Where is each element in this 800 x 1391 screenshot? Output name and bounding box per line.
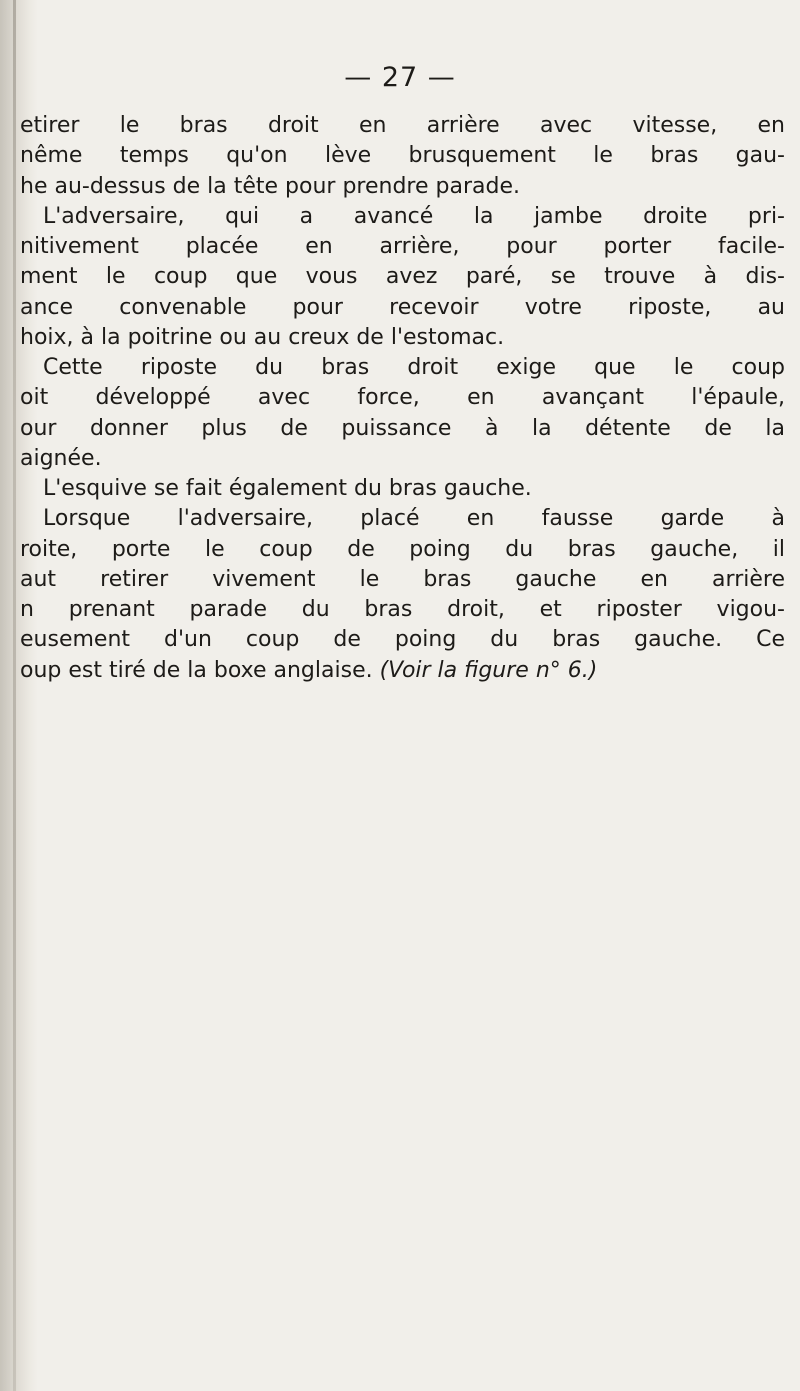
text-line: L'adversaire, qui a avancé la jambe droite pri-	[43, 203, 785, 229]
text-line: oit développé avec force, en avançant l'épaule,	[20, 385, 785, 411]
text-line: roite, porte le coup de poing du bras gauche, il	[20, 536, 785, 562]
text-line: aut retirer vivement le bras gauche en arrière	[20, 566, 785, 592]
text-line: nitivement placée en arrière, pour porter facile-	[20, 234, 785, 259]
text-line: ment le coup que vous avez paré, se trouve à dis-	[20, 264, 785, 290]
text-line: ance convenable pour recevoir votre riposte, au	[20, 294, 785, 320]
text-line: eusement d'un coup de poing du bras gauche. Ce	[20, 627, 785, 653]
figure-reference: (Voir la figure n° 6.)	[379, 657, 598, 683]
text-line: Cette riposte du bras droit exige que le coup	[43, 355, 785, 380]
text-line: our donner plus de puissance à la détente de la	[20, 415, 785, 441]
text-line: he au-dessus de la tête pour prendre parade.	[20, 173, 520, 199]
page-binding-edge	[13, 0, 16, 1391]
text-line-final	[20, 656, 785, 686]
text-line: nême temps qu'on lève brusquement le bras gau-	[20, 143, 785, 169]
text-line: etirer le bras droit en arrière avec vitesse, en	[20, 113, 785, 138]
text-line: aignée.	[20, 445, 102, 471]
text-line: hoix, à la poitrine ou au creux de l'estomac.	[20, 324, 505, 350]
page-number: — 27 —	[344, 62, 456, 93]
body-text	[20, 111, 785, 686]
text-line-start: oup est tiré de la boxe anglaise.	[20, 657, 380, 683]
text-line: L'esquive se fait également du bras gauche.	[43, 476, 532, 501]
text-line: Lorsque l'adversaire, placé en fausse garde à	[43, 506, 785, 532]
text-line: n prenant parade du bras droit, et riposter vigou-	[20, 597, 785, 622]
